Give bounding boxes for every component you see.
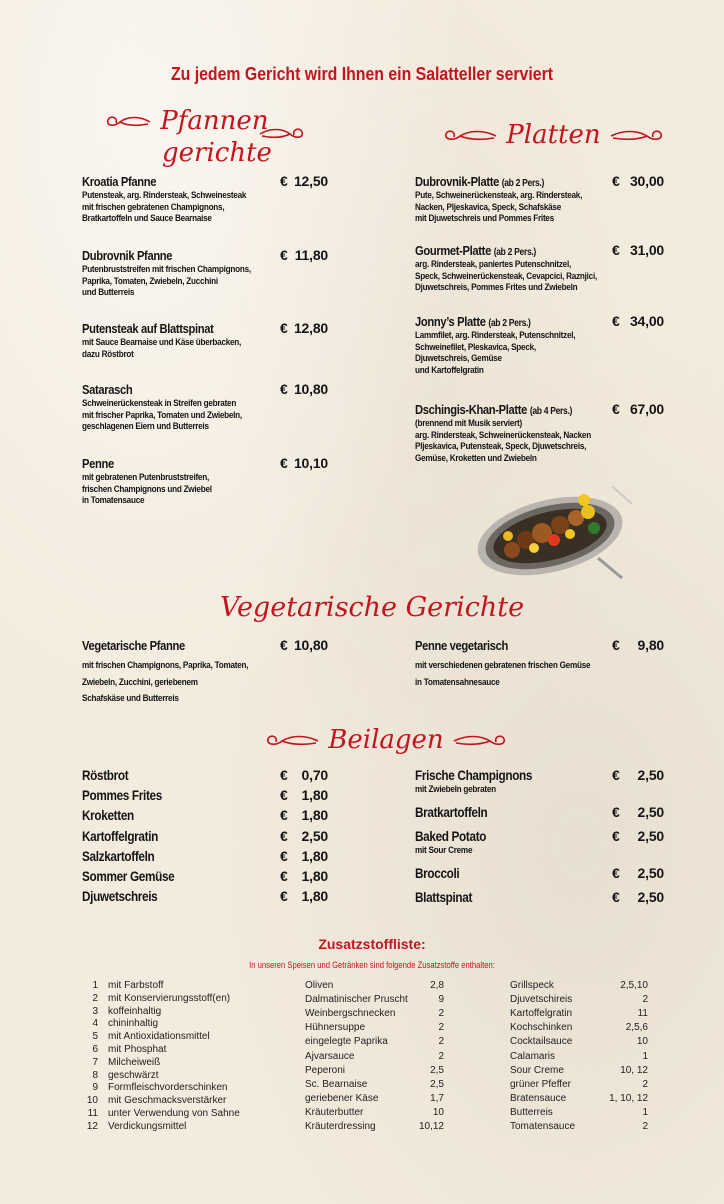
price — [612, 242, 664, 258]
euro-symbol: € — [280, 381, 288, 397]
section-title-platten — [442, 122, 665, 148]
euro-symbol: € — [612, 804, 620, 820]
price-value: 2,50 — [637, 804, 664, 820]
menu-item-desc: mit verschiedenen gebratenen frischen Gemüse — [415, 660, 591, 671]
menu-item-desc: arg. Rindersteak, paniertes Putenschnitzel, — [415, 259, 571, 270]
additive-food-name: Weinbergschnecken — [305, 1008, 396, 1020]
menu-item-desc: Putensteak, arg. Rindersteak, Schweinesteak — [82, 190, 247, 201]
additive-food-codes: 2,5 — [430, 1064, 444, 1076]
menu-item-desc: Nacken, Pljeskavica, Speck, Schafskäse — [415, 201, 561, 213]
item-persons: (ab 2 Pers.) — [493, 247, 536, 258]
menu-item-desc: arg. Rindersteak, Schweinerückensteak, Nacken — [415, 429, 591, 441]
price — [280, 381, 328, 397]
price — [280, 455, 328, 471]
side-dish-name: Blattspinat — [415, 889, 473, 905]
euro-symbol: € — [612, 865, 620, 881]
side-dish-name: Broccoli — [415, 865, 460, 881]
euro-symbol: € — [612, 173, 620, 189]
price-value: 10,80 — [293, 381, 328, 397]
price-value: 1,80 — [301, 888, 328, 905]
additive-label: koffeinhaltig — [108, 1005, 162, 1017]
additive-food-codes: 10,12 — [418, 1121, 444, 1132]
menu-item-desc: Zwiebeln, Zucchini, geriebenem — [82, 676, 198, 688]
additive-row — [78, 1082, 228, 1095]
beilagen-title: Beilagen — [328, 725, 444, 755]
menu-item-desc: Djuwetschreis, Pommes Frites und Zwiebeln — [415, 282, 578, 293]
price-value: 30,00 — [629, 173, 664, 189]
side-dish-name: Kroketten — [82, 807, 134, 824]
additive-food-name: Sc. Bearnaise — [305, 1078, 368, 1090]
price — [612, 401, 664, 417]
menu-item-name — [415, 638, 508, 653]
flourish-right-icon — [258, 126, 306, 142]
price — [280, 828, 328, 844]
price-value: 10,10 — [293, 455, 328, 471]
menu-item-desc: mit frischer Paprika, Tomaten und Zwiebeln, — [82, 409, 242, 421]
item-title: Vegetarische Pfanne — [82, 638, 185, 653]
menu-item-desc: Schweinefilet, Pleskavica, Speck, — [415, 341, 536, 353]
menu-item-desc: mit Sauce Bearnaise und Käse überbacken, — [82, 337, 242, 348]
menu-item-name — [82, 174, 156, 189]
menu-item-desc: Putenbruststreifen mit frischen Champignons, — [82, 264, 251, 275]
section-title-vegetarisch: Vegetarische Gerichte — [219, 592, 525, 623]
flourish-right-icon — [452, 733, 508, 749]
side-dish-name: Baked Potato — [415, 828, 487, 844]
additive-label: geschwärzt — [108, 1069, 159, 1081]
flourish-right-icon — [609, 128, 665, 144]
menu-item-desc: Pute, Schweinerückensteak, arg. Rindersteak, — [415, 190, 583, 201]
menu-item-desc: Paprika, Tomaten, Zwiebeln, Zucchini — [82, 275, 218, 287]
grill-platter-photo — [472, 478, 640, 588]
euro-symbol: € — [612, 889, 620, 905]
price-value: 67,00 — [629, 401, 664, 417]
additive-label: unter Verwendung von Sahne — [108, 1108, 240, 1119]
side-dish-name: Salzkartoffeln — [82, 847, 155, 864]
section-title-pfannen — [104, 108, 269, 134]
additive-number: 10 — [86, 1095, 98, 1107]
additive-food-name: Djuvetschireis — [510, 994, 573, 1006]
additive-food-codes: 2 — [438, 1022, 444, 1034]
additive-number: 5 — [92, 1031, 98, 1043]
menu-item-desc: Schweinerückensteak in Streifen gebraten — [82, 398, 237, 409]
additive-food-codes: 2 — [438, 1050, 444, 1062]
additive-number: 9 — [92, 1082, 98, 1094]
menu-item-desc: und Kartoffelgratin — [415, 364, 484, 376]
additive-row — [78, 1108, 240, 1121]
price — [280, 807, 328, 823]
additive-food-name: Oliven — [305, 980, 334, 991]
price — [280, 848, 328, 864]
platten-title: Platten — [506, 120, 601, 150]
menu-item-desc: mit Djuwetschreis und Pommes Frites — [415, 213, 554, 224]
price — [280, 637, 328, 653]
menu-item-desc: dazu Röstbrot — [82, 348, 134, 360]
euro-symbol: € — [612, 767, 620, 783]
price-value: 1,80 — [301, 868, 328, 884]
additive-food-codes: 2,8 — [430, 980, 444, 991]
price — [280, 173, 328, 189]
price — [280, 868, 328, 884]
additive-food-name: Butterreis — [510, 1106, 553, 1118]
euro-symbol: € — [280, 320, 288, 336]
additive-food-name: Kräuterdressing — [305, 1121, 376, 1132]
euro-symbol: € — [280, 868, 288, 884]
additive-food-name: Grillspeck — [510, 980, 554, 991]
additive-food-codes: 2,5,6 — [625, 1022, 648, 1034]
additive-row — [78, 1006, 161, 1019]
menu-item-desc: Gemüse, Kroketten und Zwiebeln — [415, 452, 537, 464]
price — [612, 804, 664, 820]
euro-symbol: € — [280, 173, 288, 189]
price — [612, 889, 664, 905]
menu-item-name — [82, 382, 132, 397]
price — [612, 173, 664, 189]
menu-item-desc: Pljeskavica, Putensteak, Speck, Djuwetschreis, — [415, 441, 587, 452]
additive-food-codes: 1,7 — [430, 1092, 444, 1104]
additive-food-name: Kräuterbutter — [305, 1106, 364, 1118]
menu-item-name — [82, 321, 213, 336]
price-value: 2,50 — [301, 827, 328, 844]
price-value: 1,80 — [301, 787, 328, 804]
item-title: Penne vegetarisch — [415, 638, 508, 653]
additive-label: mit Konservierungsstoff(en) — [108, 992, 231, 1004]
additive-food-codes: 1 — [642, 1050, 648, 1062]
additive-label: Milcheiweiß — [108, 1056, 161, 1068]
additive-label: mit Phosphat — [108, 1044, 167, 1055]
menu-item-desc: Speck, Schweinerückensteak, Cevapcici, Raznjici, — [415, 270, 597, 282]
euro-symbol: € — [612, 313, 620, 329]
price-value: 2,50 — [637, 828, 664, 844]
additive-food-name: Ajvarsauce — [305, 1050, 355, 1062]
additive-food-name: eingelegte Paprika — [305, 1036, 388, 1048]
price-value: 11,80 — [294, 247, 328, 263]
price-value: 2,50 — [637, 767, 664, 783]
menu-item-name — [415, 314, 531, 329]
additive-food-name: Hühnersuppe — [305, 1022, 366, 1034]
menu-item-desc: in Tomatensahnesauce — [415, 676, 500, 688]
price-value: 1,80 — [301, 807, 328, 824]
menu-item-name — [415, 402, 572, 417]
additive-food-name: Dalmatinischer Pruscht — [305, 994, 408, 1006]
side-dish-desc: mit Sour Creme — [415, 845, 473, 856]
price-value: 10,80 — [293, 637, 328, 653]
side-dish-name: Sommer Gemüse — [82, 868, 175, 884]
additive-food-name: Cocktailsauce — [510, 1036, 573, 1048]
side-dish-name: Bratkartoffeln — [415, 804, 488, 820]
additive-food-name: Peperoni — [305, 1064, 346, 1076]
menu-item-name — [415, 174, 544, 189]
additive-food-codes: 2 — [438, 1008, 444, 1020]
salad-note: Zu jedem Gericht wird Ihnen ein Salatteller serviert — [170, 64, 554, 84]
item-title: Penne — [82, 456, 114, 471]
price — [612, 637, 664, 653]
price-value: 12,50 — [293, 173, 328, 189]
price — [280, 247, 328, 263]
side-dish-name: Frische Champignons — [415, 767, 533, 783]
price — [280, 320, 328, 336]
additive-row — [78, 980, 163, 993]
price — [280, 767, 328, 783]
side-dish-desc: mit Zwiebeln gebraten — [415, 784, 496, 795]
additive-food-codes: 10, 12 — [620, 1064, 648, 1076]
euro-symbol: € — [280, 767, 288, 783]
additive-food-name: Kartoffelgratin — [510, 1008, 573, 1020]
euro-symbol: € — [280, 637, 288, 653]
additive-number: 12 — [86, 1120, 98, 1132]
euro-symbol: € — [280, 807, 288, 824]
additive-number: 2 — [92, 992, 98, 1004]
price — [612, 313, 664, 329]
additive-label: chininhaltig — [108, 1018, 159, 1030]
section-title-pfannen-2 — [162, 140, 272, 166]
menu-item-name — [415, 243, 536, 258]
euro-symbol: € — [612, 637, 620, 653]
menu-item-desc: mit gebratenen Putenbruststreifen, — [82, 472, 209, 483]
euro-symbol: € — [280, 787, 288, 804]
price-value: 1,80 — [301, 847, 328, 864]
side-dish-name: Pommes Frites — [82, 787, 162, 804]
item-title: Jonny’s Platte — [415, 314, 486, 329]
additive-label: mit Antioxidationsmittel — [108, 1031, 210, 1043]
additive-number: 8 — [92, 1069, 98, 1081]
additive-food-name: Calamaris — [510, 1050, 556, 1062]
euro-symbol: € — [612, 828, 620, 844]
pfannen-line2: gerichte — [162, 138, 272, 168]
side-dish-name: Djuwetschreis — [82, 888, 158, 905]
flourish-left-icon — [442, 128, 498, 144]
price-value: 31,00 — [629, 242, 664, 258]
additive-label: mit Farbstoff — [108, 980, 164, 991]
additive-food-name: geriebener Käse — [305, 1092, 379, 1104]
price-value: 9,80 — [637, 637, 664, 653]
side-dish-name: Kartoffelgratin — [82, 827, 158, 844]
additive-number: 6 — [92, 1044, 98, 1055]
menu-item-name — [82, 456, 114, 471]
additive-food-codes: 2,5 — [430, 1078, 444, 1090]
item-persons: (ab 4 Pers.) — [529, 406, 573, 417]
additive-food-codes: 2 — [642, 1078, 648, 1090]
additives-title: Zusatzstoffliste: — [318, 936, 426, 952]
additive-number: 7 — [92, 1056, 98, 1068]
euro-symbol: € — [612, 242, 620, 258]
price — [280, 888, 328, 904]
additive-food-codes: 1, 10, 12 — [609, 1092, 648, 1104]
additive-row — [78, 1031, 210, 1044]
menu-item-desc: mit frischen Champignons, Paprika, Tomaten, — [82, 660, 249, 671]
additive-row — [78, 1018, 158, 1031]
flourish-left-icon — [264, 733, 320, 749]
additive-food-name: Bratensauce — [510, 1092, 567, 1104]
item-title: Dubrovnik Pfanne — [82, 248, 173, 263]
additive-food-codes: 2,5,10 — [620, 980, 648, 991]
menu-item-name — [82, 638, 185, 653]
additive-food-codes: 1 — [642, 1106, 648, 1118]
flourish-left-icon — [104, 114, 152, 130]
euro-symbol: € — [280, 247, 288, 263]
additive-number: 1 — [92, 980, 98, 991]
item-persons: (ab 2 Pers.) — [501, 178, 544, 189]
price — [612, 767, 664, 783]
additives-subtitle: In unseren Speisen und Getränken sind folgende Zusatzstoffe enthalten: — [249, 960, 495, 970]
additive-row — [78, 1095, 226, 1108]
pfannen-line1: Pfannen — [160, 106, 269, 136]
additive-food-name: grüner Pfeffer — [510, 1078, 571, 1090]
additive-food-codes: 10 — [636, 1036, 648, 1048]
additive-row — [78, 1070, 159, 1083]
additive-food-name: Kochschinken — [510, 1022, 573, 1034]
price — [612, 828, 664, 844]
price — [280, 787, 328, 803]
additive-food-name: Tomatensauce — [510, 1121, 576, 1132]
additive-row — [78, 1044, 166, 1057]
item-title: Kroatia Pfanne — [82, 174, 157, 189]
additive-food-codes: 9 — [438, 994, 444, 1006]
additive-food-codes: 2 — [642, 994, 648, 1006]
menu-item-name — [82, 248, 172, 263]
menu-item-desc: geschlagenen Eiern und Butterreis — [82, 421, 209, 432]
menu-item-desc: und Butterreis — [82, 287, 135, 298]
price-value: 2,50 — [637, 865, 664, 881]
menu-item-desc: Lammfilet, arg. Rindersteak, Putenschnitzel, — [415, 330, 576, 341]
menu-item-desc: frischen Champignons und Zwiebel — [82, 483, 212, 495]
item-title: Gourmet-Platte — [415, 243, 491, 258]
additive-row — [78, 1057, 160, 1070]
additive-row — [78, 993, 230, 1006]
menu-item-desc: Bratkartoffeln und Sauce Bearnaise — [82, 213, 212, 224]
additive-label: Verdickungsmittel — [108, 1120, 187, 1132]
euro-symbol: € — [280, 827, 288, 844]
additive-number: 11 — [87, 1108, 98, 1119]
item-title: Putensteak auf Blattspinat — [82, 321, 214, 336]
additive-label: Formfleischvorderschinken — [108, 1082, 228, 1094]
additive-food-codes: 2 — [642, 1121, 648, 1132]
menu-item-desc: Schafskäse und Butterreis — [82, 693, 179, 704]
additive-number: 3 — [92, 1005, 98, 1017]
item-title: Dschingis-Khan-Platte — [415, 402, 528, 417]
euro-symbol: € — [280, 455, 288, 471]
euro-symbol: € — [280, 888, 288, 905]
price-value: 0,70 — [301, 767, 328, 783]
menu-item-desc: mit frischen gebratenen Champignons, — [82, 201, 225, 213]
item-persons: (ab 2 Pers.) — [488, 318, 531, 329]
euro-symbol: € — [280, 847, 288, 864]
additive-number: 4 — [92, 1018, 98, 1030]
additive-label: mit Geschmacksverstärker — [108, 1095, 227, 1107]
price — [612, 865, 664, 881]
additive-food-codes: 2 — [438, 1036, 444, 1048]
menu-item-desc: Djuwetschreis, Gemüse — [415, 353, 502, 364]
additive-food-name: Sour Creme — [510, 1064, 564, 1076]
additive-row — [78, 1121, 186, 1134]
item-title: Satarasch — [82, 382, 133, 397]
side-dish-name: Röstbrot — [82, 767, 129, 783]
euro-symbol: € — [612, 401, 620, 417]
price-value: 34,00 — [629, 313, 664, 329]
section-title-beilagen — [264, 727, 508, 753]
additive-food-codes: 10 — [432, 1106, 444, 1118]
price-value: 2,50 — [637, 889, 664, 905]
item-title: Dubrovnik-Platte — [415, 174, 499, 189]
menu-item-desc: (brennend mit Musik serviert) — [415, 418, 522, 429]
menu-item-desc: in Tomatensauce — [82, 495, 145, 506]
price-value: 12,80 — [293, 320, 328, 336]
additive-food-codes: 11 — [637, 1008, 648, 1020]
